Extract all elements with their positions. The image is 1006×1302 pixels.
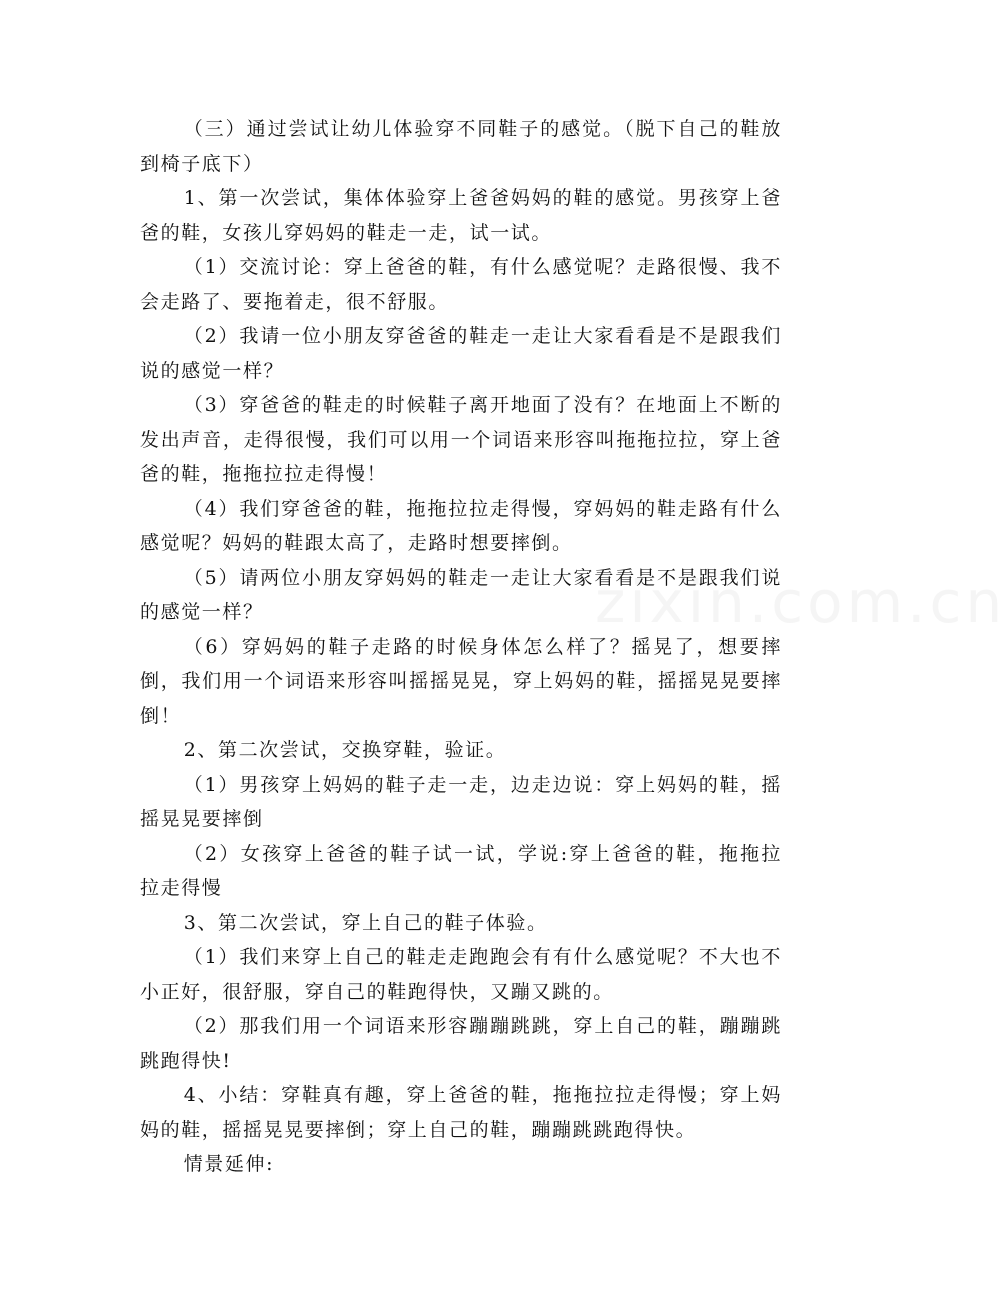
step-3-item-2: （2）那我们用一个词语来形容蹦蹦跳跳，穿上自己的鞋，蹦蹦跳跳跑得快! — [140, 1015, 782, 1072]
step-2-item-1: （1）男孩穿上妈妈的鞋子走一走，边走边说：穿上妈妈的鞋，摇摇晃晃要摔倒 — [140, 773, 782, 830]
section-heading-3: （三）通过尝试让幼儿体验穿不同鞋子的感觉。（脱下自己的鞋放到椅子底下） — [140, 118, 782, 175]
watermark: zixin.com.cn — [595, 568, 1006, 636]
step-1-item-6: （6）穿妈妈的鞋子走路的时候身体怎么样了？摇晃了，想要摔倒，我们用一个词语来形容叫摇摇晃晃，穿上妈妈的鞋，摇摇晃晃要摔倒！ — [140, 635, 782, 727]
summary-paragraph: 4、小结：穿鞋真有趣，穿上爸爸的鞋，拖拖拉拉走得慢；穿上妈妈的鞋，摇摇晃晃要摔倒；穿上自己的鞋，蹦蹦跳跳跑得快。 — [140, 1084, 782, 1141]
extension-heading: 情景延伸: — [183, 1153, 275, 1175]
step-1-item-2: （2）我请一位小朋友穿爸爸的鞋走一走让大家看看是不是跟我们说的感觉一样？ — [140, 325, 782, 382]
step-2-item-2: （2）女孩穿上爸爸的鞋子试一试，学说:穿上爸爸的鞋，拖拖拉拉走得慢 — [140, 842, 782, 899]
step-3-item-1: （1）我们来穿上自己的鞋走走跑跑会有有什么感觉呢？不大也不小正好，很舒服，穿自己的鞋跑得快，又蹦又跳的。 — [140, 946, 782, 1003]
step-1-paragraph: 1、第一次尝试，集体体验穿上爸爸妈妈的鞋的感觉。男孩穿上爸爸的鞋，女孩儿穿妈妈的鞋走一走，试一试。 — [140, 187, 782, 244]
step-1-item-4: （4）我们穿爸爸的鞋，拖拖拉拉走得慢，穿妈妈的鞋走路有什么感觉呢？妈妈的鞋跟太高了，走路时想要摔倒。 — [140, 497, 782, 554]
step-1-item-1: （1）交流讨论：穿上爸爸的鞋，有什么感觉呢？走路很慢、我不会走路了、要拖着走，很不舒服。 — [140, 256, 782, 313]
step-2-paragraph: 2、第二次尝试，交换穿鞋，验证。 — [183, 739, 507, 761]
document-body — [140, 112, 782, 1182]
step-1-item-5: （5）请两位小朋友穿妈妈的鞋走一走让大家看看是不是跟我们说的感觉一样？ — [140, 566, 782, 623]
step-3-paragraph: 3、第二次尝试，穿上自己的鞋子体验。 — [183, 911, 548, 934]
step-1-item-3: （3）穿爸爸的鞋走的时候鞋子离开地面了没有？在地面上不断的发出声音，走得很慢，我们可以用一个词语来形容叫拖拖拉拉，穿上爸爸的鞋，拖拖拉拉走得慢！ — [140, 394, 782, 485]
